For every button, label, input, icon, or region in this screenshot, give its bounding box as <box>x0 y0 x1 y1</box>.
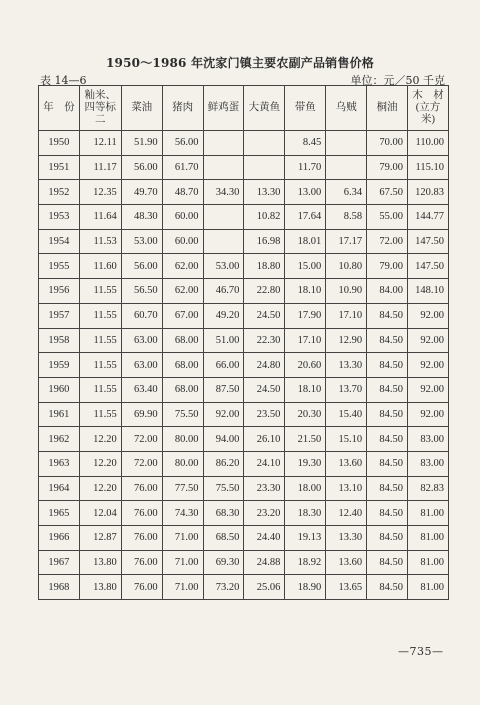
price-cell: 84.50 <box>367 550 408 575</box>
table-body <box>39 131 449 600</box>
price-cell: 68.00 <box>162 353 203 378</box>
year-cell: 1966 <box>39 526 80 551</box>
table-row <box>39 155 449 180</box>
price-cell: 6.34 <box>326 180 367 205</box>
price-cell: 11.55 <box>79 353 121 378</box>
price-cell: 144.77 <box>407 205 448 230</box>
table-row <box>39 229 449 254</box>
price-cell: 34.30 <box>203 180 244 205</box>
price-cell: 22.80 <box>244 279 285 304</box>
price-cell: 16.98 <box>244 229 285 254</box>
price-cell <box>203 205 244 230</box>
price-cell: 15.40 <box>326 402 367 427</box>
price-cell: 17.17 <box>326 229 367 254</box>
price-cell <box>203 131 244 156</box>
price-cell: 67.00 <box>162 303 203 328</box>
price-cell: 24.40 <box>244 526 285 551</box>
price-cell: 12.20 <box>79 476 121 501</box>
price-table <box>38 85 449 600</box>
table-title: 1950～1986 年沈家门镇主要农副产品销售价格 <box>106 56 374 70</box>
price-cell: 13.80 <box>79 550 121 575</box>
price-cell: 120.83 <box>407 180 448 205</box>
table-row <box>39 427 449 452</box>
price-cell: 84.50 <box>367 526 408 551</box>
column-header-line: 大黄鱼 <box>248 102 281 113</box>
price-cell: 84.00 <box>367 279 408 304</box>
price-cell: 13.60 <box>326 550 367 575</box>
unit-label: 单位：元／50 千克 <box>350 74 445 87</box>
table-header <box>39 86 449 131</box>
price-cell <box>244 155 285 180</box>
table-number: 表 14—6 <box>40 74 87 87</box>
price-cell <box>326 131 367 156</box>
column-header <box>285 86 326 131</box>
price-cell: 92.00 <box>407 353 448 378</box>
column-header-line: 年 份 <box>43 102 75 113</box>
price-cell: 76.00 <box>121 550 162 575</box>
column-header-line: (立方米) <box>415 102 441 125</box>
column-header <box>367 86 408 131</box>
column-header <box>79 86 121 131</box>
price-cell: 10.80 <box>326 254 367 279</box>
price-cell: 24.50 <box>244 303 285 328</box>
price-cell: 48.70 <box>162 180 203 205</box>
price-cell: 63.00 <box>121 353 162 378</box>
column-header <box>39 86 80 131</box>
column-header <box>121 86 162 131</box>
table-row <box>39 550 449 575</box>
price-cell: 71.00 <box>162 526 203 551</box>
price-cell: 92.00 <box>407 328 448 353</box>
price-cell: 76.00 <box>121 526 162 551</box>
price-cell: 75.50 <box>162 402 203 427</box>
price-cell: 15.10 <box>326 427 367 452</box>
table-row <box>39 402 449 427</box>
price-cell: 49.70 <box>121 180 162 205</box>
price-cell: 19.30 <box>285 451 326 476</box>
price-cell: 18.01 <box>285 229 326 254</box>
year-cell: 1956 <box>39 279 80 304</box>
price-cell: 84.50 <box>367 402 408 427</box>
price-cell: 8.58 <box>326 205 367 230</box>
price-cell: 23.30 <box>244 476 285 501</box>
column-header <box>203 86 244 131</box>
column-header <box>407 86 448 131</box>
table-row <box>39 476 449 501</box>
price-cell: 46.70 <box>203 279 244 304</box>
price-cell: 68.50 <box>203 526 244 551</box>
table-row <box>39 279 449 304</box>
table-row <box>39 575 449 600</box>
price-cell: 60.00 <box>162 229 203 254</box>
price-cell: 63.40 <box>121 377 162 402</box>
price-cell: 68.30 <box>203 501 244 526</box>
price-cell: 84.50 <box>367 575 408 600</box>
price-cell: 72.00 <box>121 451 162 476</box>
price-cell: 81.00 <box>407 526 448 551</box>
table-row <box>39 328 449 353</box>
price-cell: 11.55 <box>79 402 121 427</box>
column-header-line: 菜油 <box>131 102 153 113</box>
table-row <box>39 131 449 156</box>
price-cell: 84.50 <box>367 476 408 501</box>
year-cell: 1953 <box>39 205 80 230</box>
price-cell: 13.70 <box>326 377 367 402</box>
year-cell: 1958 <box>39 328 80 353</box>
price-cell: 62.00 <box>162 254 203 279</box>
price-cell: 63.00 <box>121 328 162 353</box>
price-cell <box>203 155 244 180</box>
price-cell: 75.50 <box>203 476 244 501</box>
price-cell: 13.30 <box>326 526 367 551</box>
price-cell: 8.45 <box>285 131 326 156</box>
price-cell: 70.00 <box>367 131 408 156</box>
year-cell: 1951 <box>39 155 80 180</box>
price-cell: 11.55 <box>79 303 121 328</box>
price-cell: 79.00 <box>367 155 408 180</box>
price-cell: 68.00 <box>162 328 203 353</box>
price-cell: 12.90 <box>326 328 367 353</box>
price-cell: 15.00 <box>285 254 326 279</box>
price-cell: 18.92 <box>285 550 326 575</box>
price-cell: 18.10 <box>285 279 326 304</box>
column-header-line: 带鱼 <box>294 102 316 113</box>
price-cell: 56.00 <box>121 155 162 180</box>
price-cell: 80.00 <box>162 451 203 476</box>
price-cell: 84.50 <box>367 377 408 402</box>
year-cell: 1957 <box>39 303 80 328</box>
header-row <box>39 86 449 131</box>
price-cell: 81.00 <box>407 575 448 600</box>
price-cell: 81.00 <box>407 550 448 575</box>
price-cell: 13.30 <box>326 353 367 378</box>
price-cell: 147.50 <box>407 229 448 254</box>
price-cell: 24.10 <box>244 451 285 476</box>
price-cell: 66.00 <box>203 353 244 378</box>
price-cell: 60.00 <box>162 205 203 230</box>
year-cell: 1952 <box>39 180 80 205</box>
price-cell: 80.00 <box>162 427 203 452</box>
table-row <box>39 303 449 328</box>
price-cell: 56.00 <box>121 254 162 279</box>
column-header-line: 猪肉 <box>172 102 194 113</box>
price-cell: 92.00 <box>407 402 448 427</box>
price-cell <box>326 155 367 180</box>
price-cell: 148.10 <box>407 279 448 304</box>
price-cell: 20.30 <box>285 402 326 427</box>
year-cell: 1959 <box>39 353 80 378</box>
price-cell: 10.90 <box>326 279 367 304</box>
page-number: —735— <box>398 645 444 658</box>
price-cell <box>244 131 285 156</box>
price-cell <box>203 229 244 254</box>
price-cell: 12.04 <box>79 501 121 526</box>
price-cell: 84.50 <box>367 353 408 378</box>
price-cell: 11.64 <box>79 205 121 230</box>
price-cell: 87.50 <box>203 377 244 402</box>
price-cell: 26.10 <box>244 427 285 452</box>
price-cell: 13.80 <box>79 575 121 600</box>
price-cell: 25.06 <box>244 575 285 600</box>
price-cell: 48.30 <box>121 205 162 230</box>
column-header <box>244 86 285 131</box>
year-cell: 1962 <box>39 427 80 452</box>
year-cell: 1964 <box>39 476 80 501</box>
price-cell: 67.50 <box>367 180 408 205</box>
price-cell: 13.10 <box>326 476 367 501</box>
price-cell: 72.00 <box>367 229 408 254</box>
price-cell: 83.00 <box>407 427 448 452</box>
price-cell: 18.90 <box>285 575 326 600</box>
price-cell: 76.00 <box>121 476 162 501</box>
year-cell: 1960 <box>39 377 80 402</box>
price-cell: 23.50 <box>244 402 285 427</box>
price-cell: 92.00 <box>407 377 448 402</box>
price-cell: 11.55 <box>79 279 121 304</box>
price-cell: 61.70 <box>162 155 203 180</box>
price-cell: 92.00 <box>203 402 244 427</box>
price-cell: 18.80 <box>244 254 285 279</box>
price-cell: 23.20 <box>244 501 285 526</box>
price-cell: 53.00 <box>121 229 162 254</box>
price-cell: 81.00 <box>407 501 448 526</box>
column-header-line: 桐油 <box>376 102 398 113</box>
price-cell: 24.50 <box>244 377 285 402</box>
table-row <box>39 501 449 526</box>
column-header <box>326 86 367 131</box>
price-cell: 13.65 <box>326 575 367 600</box>
price-cell: 20.60 <box>285 353 326 378</box>
year-cell: 1965 <box>39 501 80 526</box>
year-cell: 1950 <box>39 131 80 156</box>
column-header <box>162 86 203 131</box>
year-cell: 1954 <box>39 229 80 254</box>
price-cell: 71.00 <box>162 550 203 575</box>
price-cell: 17.10 <box>285 328 326 353</box>
table-row <box>39 205 449 230</box>
year-cell: 1961 <box>39 402 80 427</box>
table-row <box>39 377 449 402</box>
price-cell: 69.90 <box>121 402 162 427</box>
column-header-line: 鲜鸡蛋 <box>207 102 240 113</box>
price-cell: 18.10 <box>285 377 326 402</box>
price-cell: 18.00 <box>285 476 326 501</box>
price-cell: 49.20 <box>203 303 244 328</box>
price-cell: 84.50 <box>367 501 408 526</box>
price-cell: 84.50 <box>367 451 408 476</box>
price-cell: 82.83 <box>407 476 448 501</box>
price-cell: 12.20 <box>79 451 121 476</box>
price-cell: 12.35 <box>79 180 121 205</box>
table-row <box>39 353 449 378</box>
price-cell: 147.50 <box>407 254 448 279</box>
price-cell: 13.00 <box>285 180 326 205</box>
price-cell: 12.87 <box>79 526 121 551</box>
price-cell: 62.00 <box>162 279 203 304</box>
table-row <box>39 180 449 205</box>
price-cell: 11.17 <box>79 155 121 180</box>
price-cell: 79.00 <box>367 254 408 279</box>
price-cell: 17.64 <box>285 205 326 230</box>
price-cell: 13.60 <box>326 451 367 476</box>
price-cell: 12.40 <box>326 501 367 526</box>
price-cell: 11.70 <box>285 155 326 180</box>
price-cell: 51.90 <box>121 131 162 156</box>
price-cell: 56.00 <box>162 131 203 156</box>
price-cell: 51.00 <box>203 328 244 353</box>
price-cell: 83.00 <box>407 451 448 476</box>
column-header-line: 籼米、 <box>84 90 117 101</box>
price-cell: 12.20 <box>79 427 121 452</box>
price-cell: 73.20 <box>203 575 244 600</box>
table-row <box>39 254 449 279</box>
price-cell: 84.50 <box>367 303 408 328</box>
column-header-line: 四等标二 <box>84 102 117 125</box>
year-cell: 1963 <box>39 451 80 476</box>
year-cell: 1968 <box>39 575 80 600</box>
price-cell: 94.00 <box>203 427 244 452</box>
price-cell: 21.50 <box>285 427 326 452</box>
price-cell: 22.30 <box>244 328 285 353</box>
price-cell: 56.50 <box>121 279 162 304</box>
price-cell: 68.00 <box>162 377 203 402</box>
price-cell: 12.11 <box>79 131 121 156</box>
price-cell: 110.00 <box>407 131 448 156</box>
column-header-line: 木 材 <box>412 90 444 101</box>
price-cell: 24.80 <box>244 353 285 378</box>
price-cell: 74.30 <box>162 501 203 526</box>
price-cell: 60.70 <box>121 303 162 328</box>
price-cell: 11.53 <box>79 229 121 254</box>
price-cell: 10.82 <box>244 205 285 230</box>
price-cell: 55.00 <box>367 205 408 230</box>
price-cell: 84.50 <box>367 427 408 452</box>
year-cell: 1967 <box>39 550 80 575</box>
column-header-line: 乌贼 <box>335 102 357 113</box>
price-cell: 86.20 <box>203 451 244 476</box>
price-cell: 17.90 <box>285 303 326 328</box>
price-cell: 11.60 <box>79 254 121 279</box>
price-cell: 53.00 <box>203 254 244 279</box>
price-cell: 13.30 <box>244 180 285 205</box>
price-cell: 76.00 <box>121 575 162 600</box>
price-cell: 69.30 <box>203 550 244 575</box>
price-cell: 76.00 <box>121 501 162 526</box>
price-cell: 84.50 <box>367 328 408 353</box>
price-cell: 71.00 <box>162 575 203 600</box>
price-cell: 11.55 <box>79 377 121 402</box>
year-cell: 1955 <box>39 254 80 279</box>
price-cell: 92.00 <box>407 303 448 328</box>
price-cell: 17.10 <box>326 303 367 328</box>
price-cell: 115.10 <box>407 155 448 180</box>
price-cell: 72.00 <box>121 427 162 452</box>
price-cell: 77.50 <box>162 476 203 501</box>
price-cell: 24.88 <box>244 550 285 575</box>
price-cell: 19.13 <box>285 526 326 551</box>
table-row <box>39 526 449 551</box>
price-cell: 18.30 <box>285 501 326 526</box>
table-row <box>39 451 449 476</box>
price-cell: 11.55 <box>79 328 121 353</box>
